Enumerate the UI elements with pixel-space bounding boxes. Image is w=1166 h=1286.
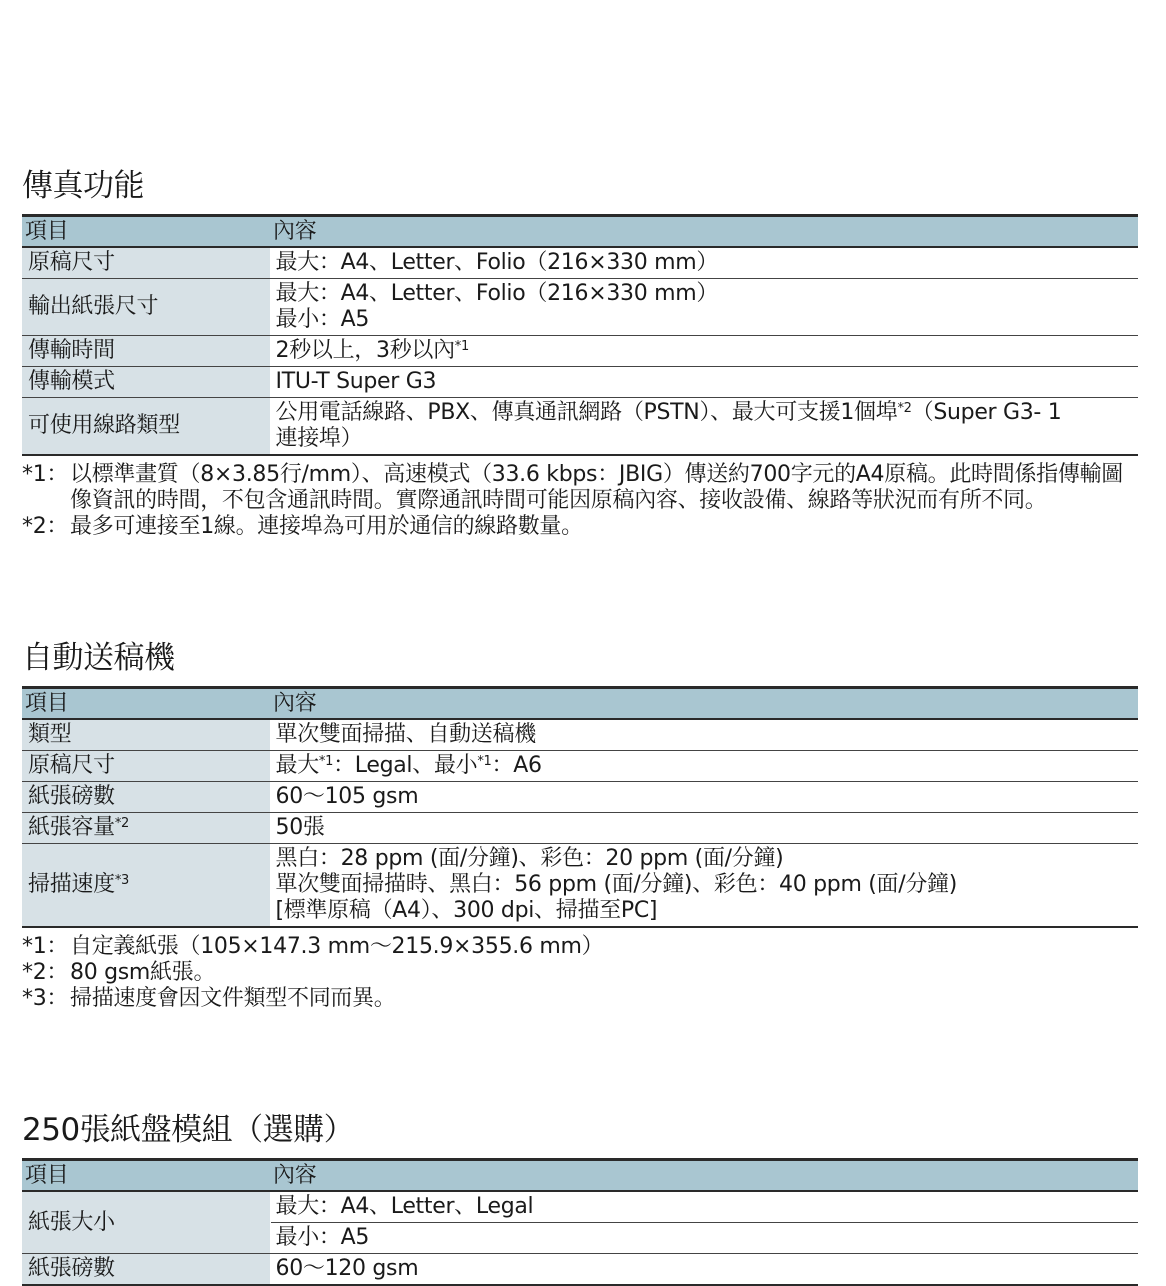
footnote-mark: *1： xyxy=(22,462,69,487)
footnote xyxy=(22,514,1138,540)
table-header-row xyxy=(22,688,1138,720)
table-row xyxy=(22,247,1138,279)
row-label: 可使用線路類型 xyxy=(22,398,270,456)
row-label: 傳輸模式 xyxy=(22,367,270,398)
tray-spec-table xyxy=(22,1158,1138,1286)
header-item: 項目 xyxy=(22,1160,270,1192)
footnote-text: 80 gsm紙張。 xyxy=(70,960,216,985)
footnote-ref: *1 xyxy=(477,754,492,769)
footnote-mark: *1： xyxy=(22,934,69,959)
value-text: 最大 xyxy=(275,753,319,778)
row-value: 60～105 gsm xyxy=(270,782,1138,813)
footnote-mark: *2： xyxy=(22,960,69,985)
header-content: 內容 xyxy=(270,688,1138,720)
value-text: 連接埠） xyxy=(275,426,363,451)
fax-footnotes xyxy=(22,462,1138,540)
row-value xyxy=(270,336,1138,367)
table-row xyxy=(22,751,1138,782)
value-line: 最大：A4、Letter、Folio（216×330 mm） xyxy=(275,281,719,306)
value-text: 2秒以上，3秒以內 xyxy=(275,338,455,363)
value-line: 最小：A5 xyxy=(275,307,370,332)
table-row xyxy=(22,398,1138,456)
row-value xyxy=(270,279,1138,336)
row-label: 原稿尺寸 xyxy=(22,751,270,782)
label-text: 掃描速度 xyxy=(28,872,115,897)
table-row xyxy=(22,1191,1138,1223)
table-row xyxy=(22,813,1138,844)
table-header-row xyxy=(22,216,1138,248)
row-label: 原稿尺寸 xyxy=(22,247,270,279)
value-text: 公用電話線路、PBX、傳真通訊網路（PSTN）、最大可支援1個埠 xyxy=(275,400,898,425)
row-value: 最大：A4、Letter、Legal xyxy=(270,1191,1138,1223)
footnote-text: 自定義紙張（105×147.3 mm～215.9×355.6 mm） xyxy=(70,934,604,959)
footnote-ref: *3 xyxy=(114,873,129,888)
row-label: 類型 xyxy=(22,719,270,751)
row-value xyxy=(270,398,1138,456)
row-value: 60～120 gsm xyxy=(270,1254,1138,1286)
value-text: ：A6 xyxy=(491,753,542,778)
footnote-ref: *2 xyxy=(114,816,129,831)
fax-spec-table xyxy=(22,214,1138,456)
adf-spec-table xyxy=(22,686,1138,928)
footnote-text: 以標準畫質（8×3.85行/mm）、高速模式（33.6 kbps：JBIG）傳送約700字元的A4原稿。此時間係指傳輸圖像資訊的時間，不包含通訊時間。實際通訊時間可能因原稿內容、接收設備、線路等狀況而有所不同。 xyxy=(70,462,1123,513)
table-row xyxy=(22,279,1138,336)
footnote-ref: *1 xyxy=(454,339,469,354)
table-row xyxy=(22,782,1138,813)
row-value: 50張 xyxy=(270,813,1138,844)
row-label: 紙張大小 xyxy=(22,1191,270,1254)
table-row xyxy=(22,844,1138,928)
tray-section-title: 250張紙盤模組（選購） xyxy=(22,1112,355,1148)
adf-footnotes xyxy=(22,934,1138,1012)
footnote-ref: *2 xyxy=(897,401,912,416)
header-item: 項目 xyxy=(22,688,270,720)
row-label xyxy=(22,844,270,928)
table-row xyxy=(22,367,1138,398)
footnote xyxy=(22,934,1138,960)
table-row xyxy=(22,336,1138,367)
row-value: 單次雙面掃描、自動送稿機 xyxy=(270,719,1138,751)
footnote xyxy=(22,462,1138,514)
footnote-text: 掃描速度會因文件類型不同而異。 xyxy=(70,986,396,1011)
row-value: 最大：A4、Letter、Folio（216×330 mm） xyxy=(270,247,1138,279)
value-line: 單次雙面掃描時、黑白：56 ppm (面/分鐘)、彩色：40 ppm (面/分鐘) xyxy=(275,872,958,897)
row-label xyxy=(22,813,270,844)
value-line: 黑白：28 ppm (面/分鐘)、彩色：20 ppm (面/分鐘) xyxy=(275,846,784,871)
row-value xyxy=(270,844,1138,928)
header-content: 內容 xyxy=(270,1160,1138,1192)
value-line: [標準原稿（A4）、300 dpi、掃描至PC] xyxy=(275,898,658,923)
footnote xyxy=(22,960,1138,986)
header-item: 項目 xyxy=(22,216,270,248)
label-text: 紙張容量 xyxy=(28,815,115,840)
adf-section-title: 自動送稿機 xyxy=(22,640,175,676)
footnote xyxy=(22,986,1138,1012)
footnote-text: 最多可連接至1線。連接埠為可用於通信的線路數量。 xyxy=(70,514,583,539)
row-label: 紙張磅數 xyxy=(22,1254,270,1286)
value-text: ：Legal、最小 xyxy=(333,753,478,778)
header-content: 內容 xyxy=(270,216,1138,248)
fax-section-title: 傳真功能 xyxy=(22,168,144,204)
table-header-row xyxy=(22,1160,1138,1192)
row-label: 輸出紙張尺寸 xyxy=(22,279,270,336)
row-value: ITU-T Super G3 xyxy=(270,367,1138,398)
value-text: （Super G3- 1 xyxy=(911,400,1062,425)
row-label: 傳輸時間 xyxy=(22,336,270,367)
table-row xyxy=(22,1254,1138,1286)
row-value: 最小：A5 xyxy=(270,1223,1138,1254)
footnote-mark: *2： xyxy=(22,514,69,539)
table-row xyxy=(22,719,1138,751)
row-value xyxy=(270,751,1138,782)
footnote-mark: *3： xyxy=(22,986,69,1011)
footnote-ref: *1 xyxy=(318,754,334,769)
row-label: 紙張磅數 xyxy=(22,782,270,813)
